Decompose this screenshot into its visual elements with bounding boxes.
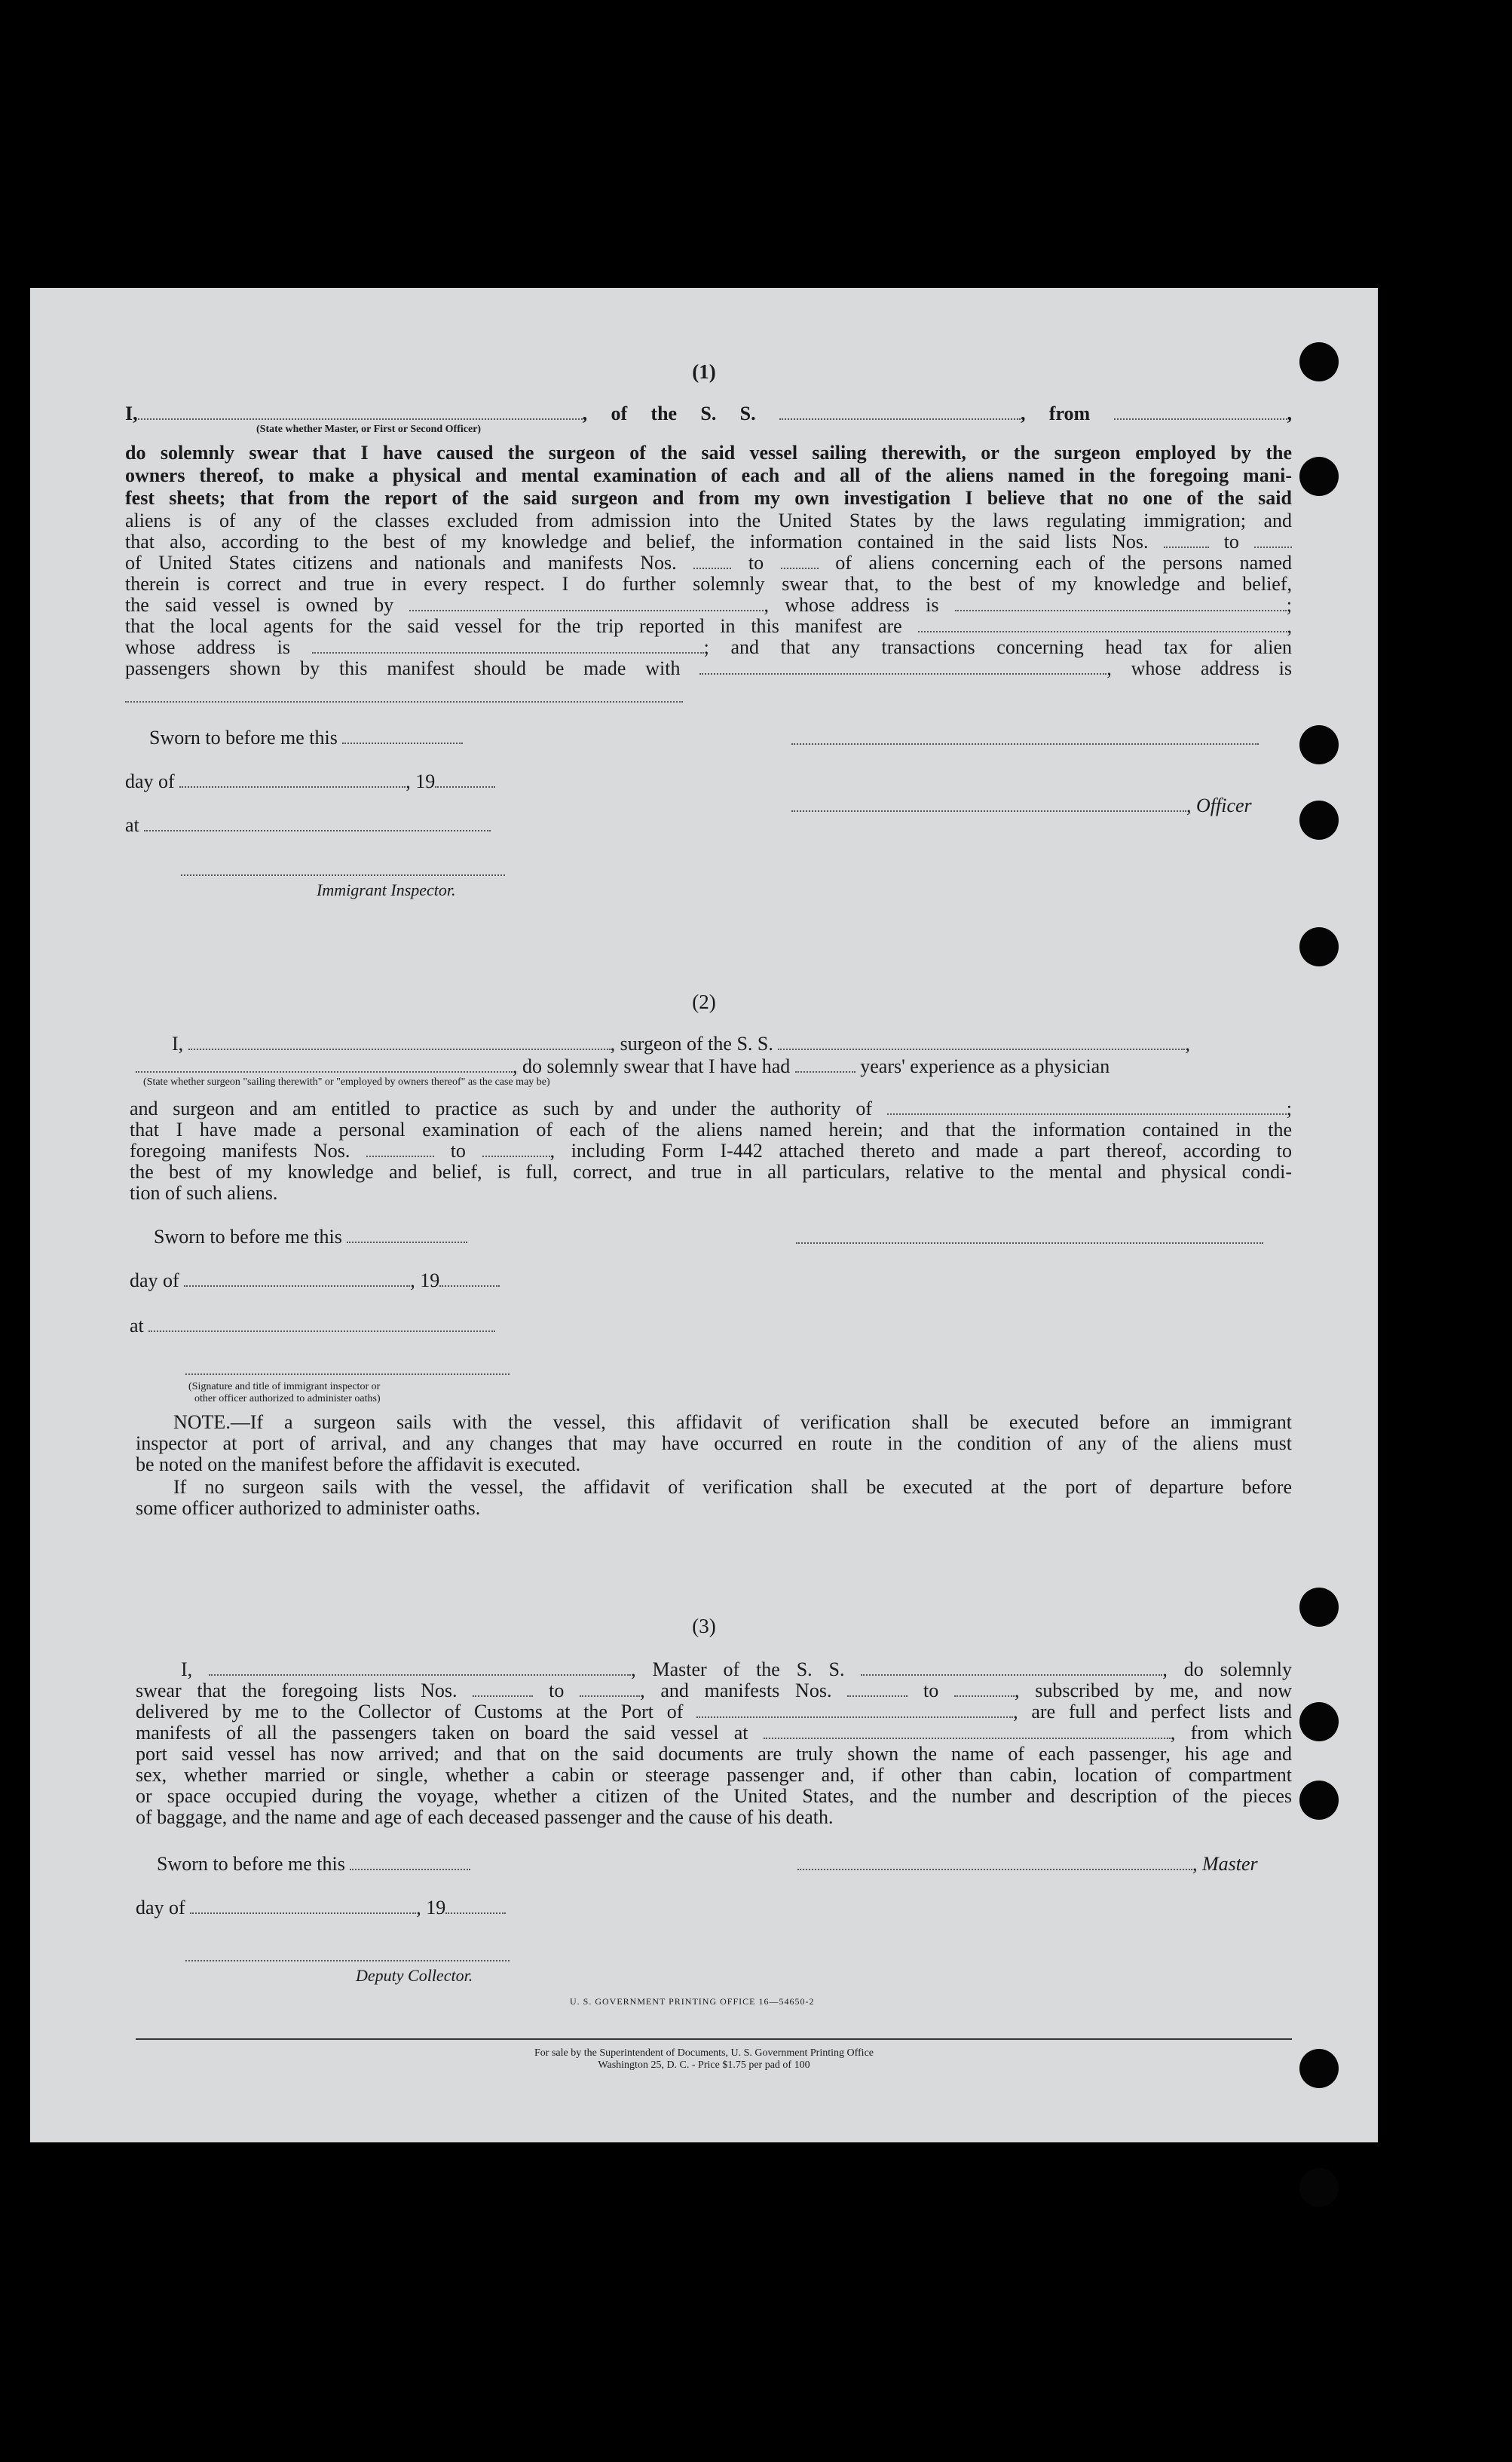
s1-officer-caption: (State whether Master, or First or Second Officer) xyxy=(256,424,482,435)
section-1-heading: (1) xyxy=(692,360,716,383)
s3-deputy-signature-line xyxy=(185,1960,510,1961)
section-3-heading: (3) xyxy=(692,1615,716,1637)
punch-hole xyxy=(1299,801,1339,840)
s2-note-line-2: inspector at port of arrival, and any changes that may have occurred en route in the condition of any of the aliens must xyxy=(136,1432,1292,1454)
s3-line-4: manifests of all the passengers taken on board the said vessel at , from which xyxy=(136,1722,1293,1744)
s3-line-3: delivered by me to the Collector of Customs at the Port of , are full and perfect lists and xyxy=(136,1701,1292,1722)
s2-sig-caption-1: (Signature and title of immigrant inspector or xyxy=(188,1381,381,1392)
s2-sig-caption-2: other officer authorized to administer oaths) xyxy=(194,1393,381,1404)
s1-line-8: therein is correct and true in every respect. I do further solemnly swear that, to the best of my knowledge and belief, xyxy=(125,573,1292,595)
s2-note-line-1: NOTE.—If a surgeon sails with the vessel, this affidavit of verification shall be executed before an immigrant xyxy=(173,1411,1292,1433)
s1-line-3: owners thereof, to make a physical and mental examination of each and all of the aliens named in the foregoing mani- xyxy=(125,464,1292,486)
s1-line-12: passengers shown by this manifest should be made with , whose address is xyxy=(125,657,1292,679)
s2-line-7: tion of such aliens. xyxy=(130,1182,278,1204)
s3-line-2: swear that the foregoing lists Nos. to , and manifests Nos. to , subscribed by me, and now xyxy=(136,1680,1293,1701)
s2-note-line-5: some officer authorized to administer oaths. xyxy=(136,1497,481,1519)
s1-line-2: do solemnly swear that I have caused the surgeon of the said vessel sailing therewith, or the surgeon employed by the xyxy=(125,442,1292,464)
s1-line-1: I, , of the S. S. , from , xyxy=(125,403,1293,424)
s1-officer-line: , Officer xyxy=(791,795,1252,817)
s3-line-7: or space occupied during the voyage, whether a citizen of the United States, and the number and description of the pieces xyxy=(136,1785,1292,1807)
s1-line-5: aliens is of any of the classes excluded from admission into the United States by the laws regulating immigration; and xyxy=(125,510,1292,531)
s2-inspector-signature-line xyxy=(185,1373,510,1375)
form-page xyxy=(30,288,1378,2142)
s1-line-6: that also, according to the best of my knowledge and belief, the information contained in the said lists Nos. to xyxy=(125,531,1292,553)
s2-surgeon-caption: (State whether surgeon "sailing therewith" or "employed by owners thereof" as the case may be) xyxy=(143,1076,550,1088)
s3-line-6: sex, whether married or single, whether a cabin or steerage passenger and, if other than cabin, location of compartment xyxy=(136,1764,1292,1786)
s2-line-5: foregoing manifests Nos. to , including Form I-442 attached thereto and made a part thereof, according to xyxy=(130,1140,1293,1162)
s2-note-line-3: be noted on the manifest before the affidavit is executed. xyxy=(136,1453,581,1475)
s2-line-4: that I have made a personal examination of each of the aliens named herein; and that the information contained in the xyxy=(130,1119,1292,1141)
s3-line-5: port said vessel has now arrived; and that on the said documents are truly shown the name of each passenger, his age and xyxy=(136,1743,1292,1765)
s1-signature-line xyxy=(791,743,1259,745)
punch-hole xyxy=(1299,457,1339,496)
s1-line-4: fest sheets; that from the report of the said surgeon and from my own investigation I believe that no one of the said xyxy=(125,487,1292,509)
s1-line-11: whose address is ; and that any transactions concerning head tax for alien xyxy=(125,636,1292,658)
s1-line-9: the said vessel is owned by , whose address is ; xyxy=(125,594,1292,616)
s3-deputy-label: Deputy Collector. xyxy=(356,1966,473,1985)
s1-inspector-signature-line xyxy=(181,874,505,876)
punch-hole xyxy=(1299,1702,1339,1741)
punch-hole xyxy=(1299,2168,1339,2207)
s1-line-7: of United States citizens and nationals and manifests Nos. to of aliens concerning each of the persons named xyxy=(125,552,1292,574)
printing-office-code: U. S. GOVERNMENT PRINTING OFFICE 16—54650-2 xyxy=(570,1996,815,2007)
section-2-heading: (2) xyxy=(692,991,716,1013)
s1-at: at xyxy=(125,814,491,837)
footer-line-2: Washington 25, D. C. - Price $1.75 per pad of 100 xyxy=(598,2059,810,2071)
footer-line-1: For sale by the Superintendent of Documents, U. S. Government Printing Office xyxy=(534,2047,874,2059)
s2-signature-line xyxy=(796,1242,1263,1244)
s1-address-line xyxy=(125,701,683,703)
punch-hole xyxy=(1299,927,1339,966)
punch-hole xyxy=(1299,1781,1339,1820)
s3-day-of: day of , 19 xyxy=(136,1897,506,1919)
s3-line-8: of baggage, and the name and age of each deceased passenger and the cause of his death. xyxy=(136,1806,834,1828)
s2-note-line-4: If no surgeon sails with the vessel, the affidavit of verification shall be executed at the port of departure before xyxy=(173,1476,1292,1498)
punch-hole xyxy=(1299,725,1339,764)
s1-sworn-label: Sworn to before me this xyxy=(149,727,463,749)
s2-line-2: , do solemnly swear that I have had years' experience as a physician xyxy=(136,1055,1110,1078)
s3-sworn-label: Sworn to before me this xyxy=(157,1853,470,1876)
s2-line-3: and surgeon and am entitled to practice as such by and under the authority of ; xyxy=(130,1098,1293,1119)
s1-line-10: that the local agents for the said vessel for the trip reported in this manifest are , xyxy=(125,615,1293,637)
s2-day-of: day of , 19 xyxy=(130,1269,500,1292)
s2-line-6: the best of my knowledge and belief, is full, correct, and true in all particulars, relative to the mental and physical condi- xyxy=(130,1161,1292,1183)
s1-inspector-label: Immigrant Inspector. xyxy=(317,880,456,899)
s2-line-1: I, , surgeon of the S. S. , xyxy=(172,1033,1190,1055)
footer-separator xyxy=(136,2038,1292,2040)
s1-day-of: day of , 19 xyxy=(125,770,495,793)
s2-at: at xyxy=(130,1315,495,1337)
s2-sworn-label: Sworn to before me this xyxy=(154,1226,467,1248)
s3-master-line: , Master xyxy=(797,1853,1258,1876)
s3-line-1: I, , Master of the S. S. , do solemnly xyxy=(181,1658,1292,1680)
